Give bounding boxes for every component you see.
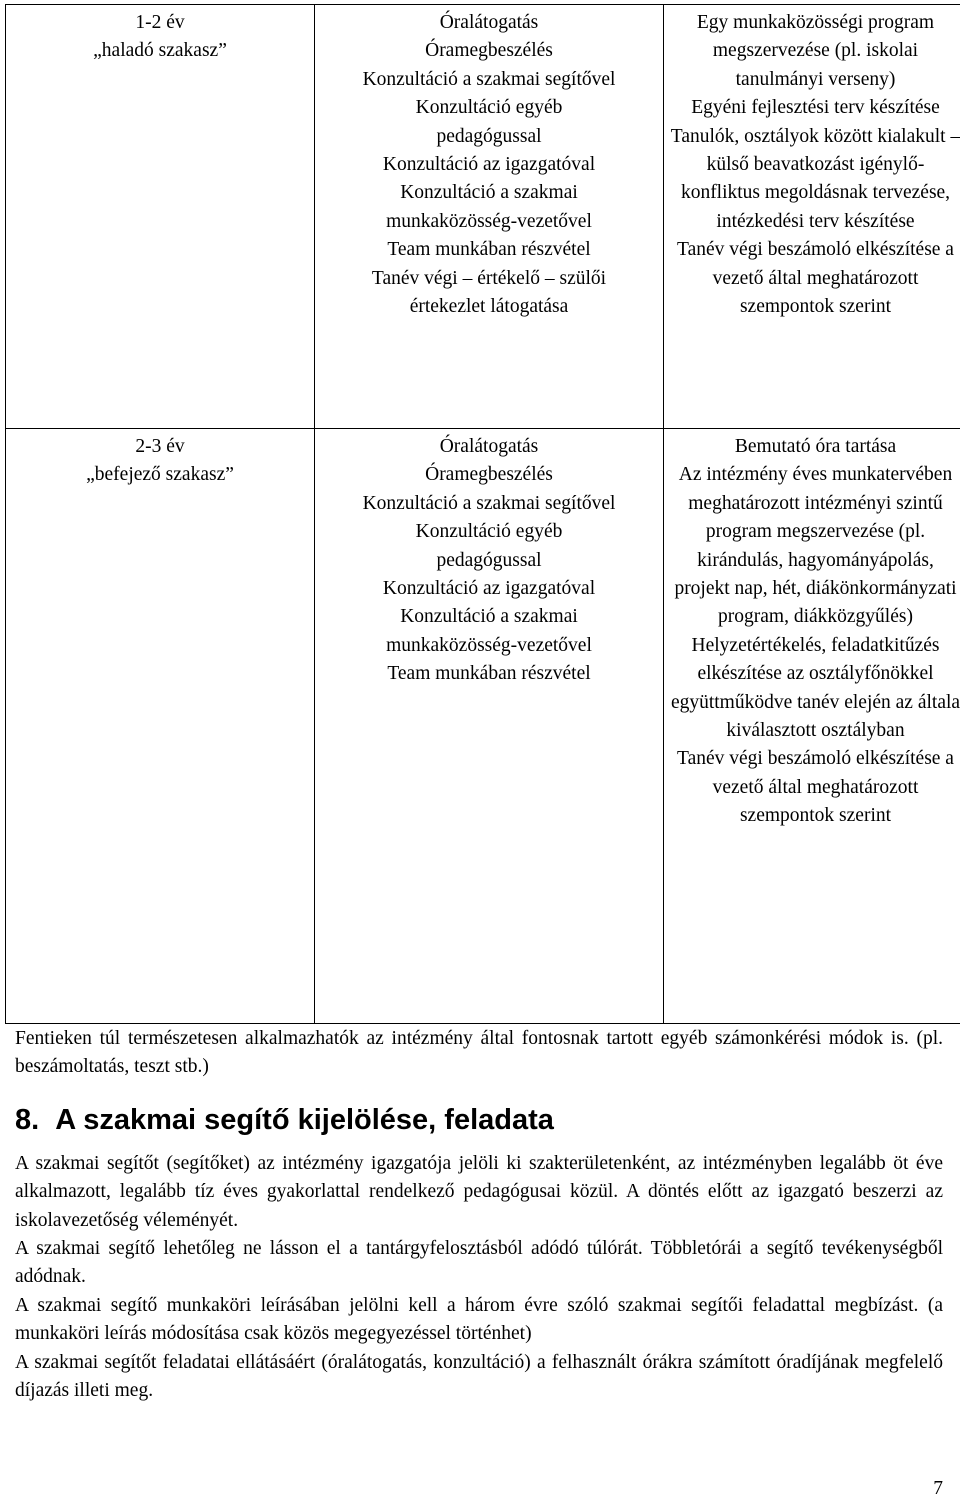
activities-cell bbox=[315, 429, 664, 1024]
activity-item: Konzultáció a szakmai bbox=[400, 182, 578, 204]
section-paragraph: A szakmai segítőt (segítőket) az intézmény igazgatója jelöli ki szakterületenként, az intézményben legalább öt éve alkalmazott, legalább tíz éves gyakorlattal rendelkező pedagógusai közül. A döntés előtt az igazgató beszerzi az iskolavezetőség véleményét. bbox=[15, 1153, 943, 1231]
activity-item: Óralátogatás bbox=[439, 12, 539, 33]
stage-name: „haladó szakasz” bbox=[93, 40, 227, 62]
activity-item: Tanév végi – értékelő – szülői bbox=[371, 267, 607, 289]
activities-cell bbox=[315, 5, 664, 429]
activity-item: Óramegbeszélés bbox=[425, 464, 553, 486]
stage-cell bbox=[6, 5, 315, 429]
activity-item: pedagógussal bbox=[436, 125, 542, 147]
task-item: Tanév végi beszámoló elkészítése a vezető által meghatározott szempontok szerint bbox=[677, 748, 954, 827]
activity-item: értekezlet látogatása bbox=[409, 296, 569, 318]
task-item: Tanulók, osztályok között kialakult –külső beavatkozást igénylő- konfliktus megoldásnak tervezése, intézkedési terv készítése bbox=[670, 125, 960, 232]
activity-item: Konzultáció a szakmai segítővel bbox=[362, 68, 616, 90]
activity-item: munkaközösség-vezetővel bbox=[386, 210, 592, 232]
task-item: Egy munkaközösségi program megszervezése (pl. iskolai tanulmányi verseny) bbox=[696, 12, 935, 90]
activity-item: Team munkában részvétel bbox=[387, 239, 591, 261]
activity-item: Konzultáció az igazgatóval bbox=[382, 154, 596, 176]
mentoring-table bbox=[5, 4, 960, 1024]
task-item: Tanév végi beszámoló elkészítése a vezető által meghatározott szempontok szerint bbox=[677, 239, 954, 318]
tasks-cell bbox=[664, 5, 960, 429]
task-item: Az intézmény éves munkatervében meghatározott intézményi szintű program megszervezése (pl. kirándulás, hagyományápolás, projekt nap, hét, diákönkormányzati program, diákközgyűlés) bbox=[674, 464, 957, 628]
activity-item: Konzultáció az igazgatóval bbox=[382, 578, 596, 600]
activity-item: Konzultáció a szakmai segítővel bbox=[362, 492, 616, 514]
table-row bbox=[6, 5, 960, 429]
stage-years: 1-2 év bbox=[135, 12, 185, 33]
table-row bbox=[6, 429, 960, 1024]
tasks-cell bbox=[664, 429, 960, 1024]
stage-name: „befejező szakasz” bbox=[86, 464, 234, 486]
section-paragraph: A szakmai segítőt feladatai ellátásáért (óralátogatás, konzultáció) a felhasznált órákra számított óradíjának megfelelő díjazás illeti meg. bbox=[15, 1352, 943, 1402]
section-heading: 8. A szakmai segítő kijelölése, feladata bbox=[15, 1104, 554, 1136]
activity-item: Konzultáció a szakmai bbox=[400, 606, 578, 628]
activity-item: munkaközösség-vezetővel bbox=[386, 634, 592, 656]
section-paragraph: A szakmai segítő lehetőleg ne lásson el a tantárgyfelosztásból adódó túlórát. Többletórái a segítő tevékenységből adódnak. bbox=[15, 1238, 943, 1288]
table-note: Fentieken túl természetesen alkalmazhatók az intézmény által fontosnak tartott egyéb számonkérési módok is. (pl. beszámoltatás, teszt stb.) bbox=[15, 1028, 943, 1078]
stage-years: 2-3 év bbox=[135, 436, 185, 457]
activity-item: pedagógussal bbox=[436, 549, 542, 571]
activity-item: Team munkában részvétel bbox=[387, 663, 591, 685]
page-number: 7 bbox=[933, 1478, 943, 1499]
activity-item: Konzultáció egyéb bbox=[415, 521, 563, 543]
task-item: Bemutató óra tartása bbox=[734, 436, 897, 457]
section-paragraph: A szakmai segítő munkaköri leírásában jelölni kell a három évre szóló szakmai segítői feladattal megbízást. (a munkaköri leírás módosítása csak közös megegyezéssel történhet) bbox=[15, 1295, 943, 1345]
activity-item: Óralátogatás bbox=[439, 436, 539, 457]
activity-item: Óramegbeszélés bbox=[425, 40, 553, 62]
task-item: Helyzetértékelés, feladatkitűzés elkészítése az osztályfőnökkel együttműködve tanév elején az általa kiválasztott osztályban bbox=[670, 634, 960, 742]
task-item: Egyéni fejlesztési terv készítése bbox=[691, 97, 940, 119]
stage-cell bbox=[6, 429, 315, 1024]
activity-item: Konzultáció egyéb bbox=[415, 97, 563, 119]
